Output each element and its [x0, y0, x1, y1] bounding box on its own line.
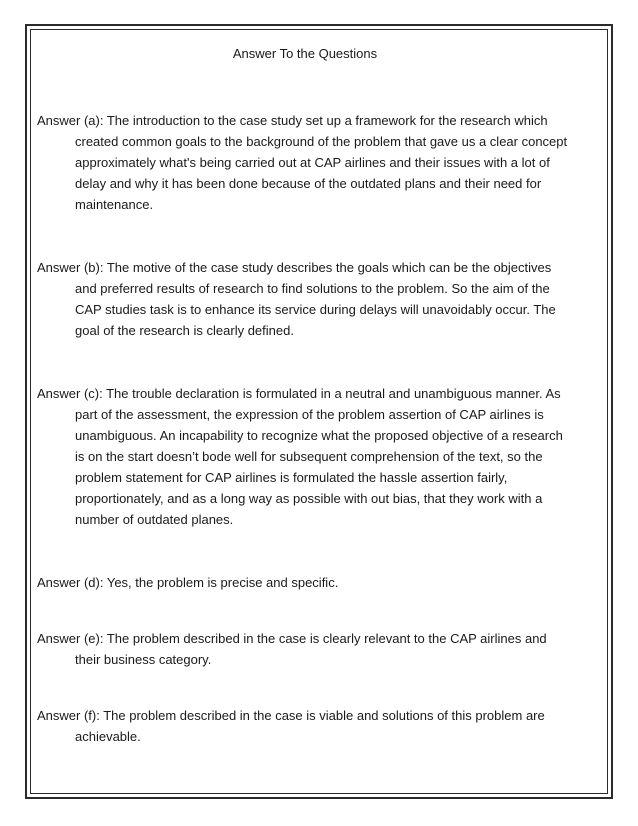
answer-d: Answer (d): Yes, the problem is precise and specific.: [37, 575, 339, 590]
answer-b: Answer (b): The motive of the case study describes the goals which can be the objectives and preferred results of research to find solutions to the problem. So the aim of the CAP studies task is to enhance its service during delays will unavoidably occur. The goal of the research is clearly defined.: [37, 260, 556, 338]
answer-e: Answer (e): The problem described in the case is clearly relevant to the CAP airlines and their business category.: [37, 631, 547, 667]
answer-a: Answer (a): The introduction to the case study set up a framework for the research which created common goals to the background of the problem that gave us a clear concept approximately what's being carried out at CAP airlines and their issues with a lot of delay and why it has been done because of the outdated plans and their need for maintenance.: [37, 113, 568, 212]
page-title: Answer To the Questions: [232, 46, 378, 61]
answer-c: Answer (c): The trouble declaration is formulated in a neutral and unambiguous manner. As part of the assessment, the expression of the problem assertion of CAP airlines is unambiguous. An incapability to recognize what the proposed objective of a research is on the start doesn’t bode well for subsequent comprehension of the text, so the problem statement for CAP airlines is formulated the hassle assertion fairly, proportionately, and as a long way as possible with out bias, that they work with a number of outdated planes.: [37, 386, 563, 527]
document-body: [37, 44, 569, 747]
answer-f: Answer (f): The problem described in the case is viable and solutions of this problem are achievable.: [37, 708, 545, 744]
